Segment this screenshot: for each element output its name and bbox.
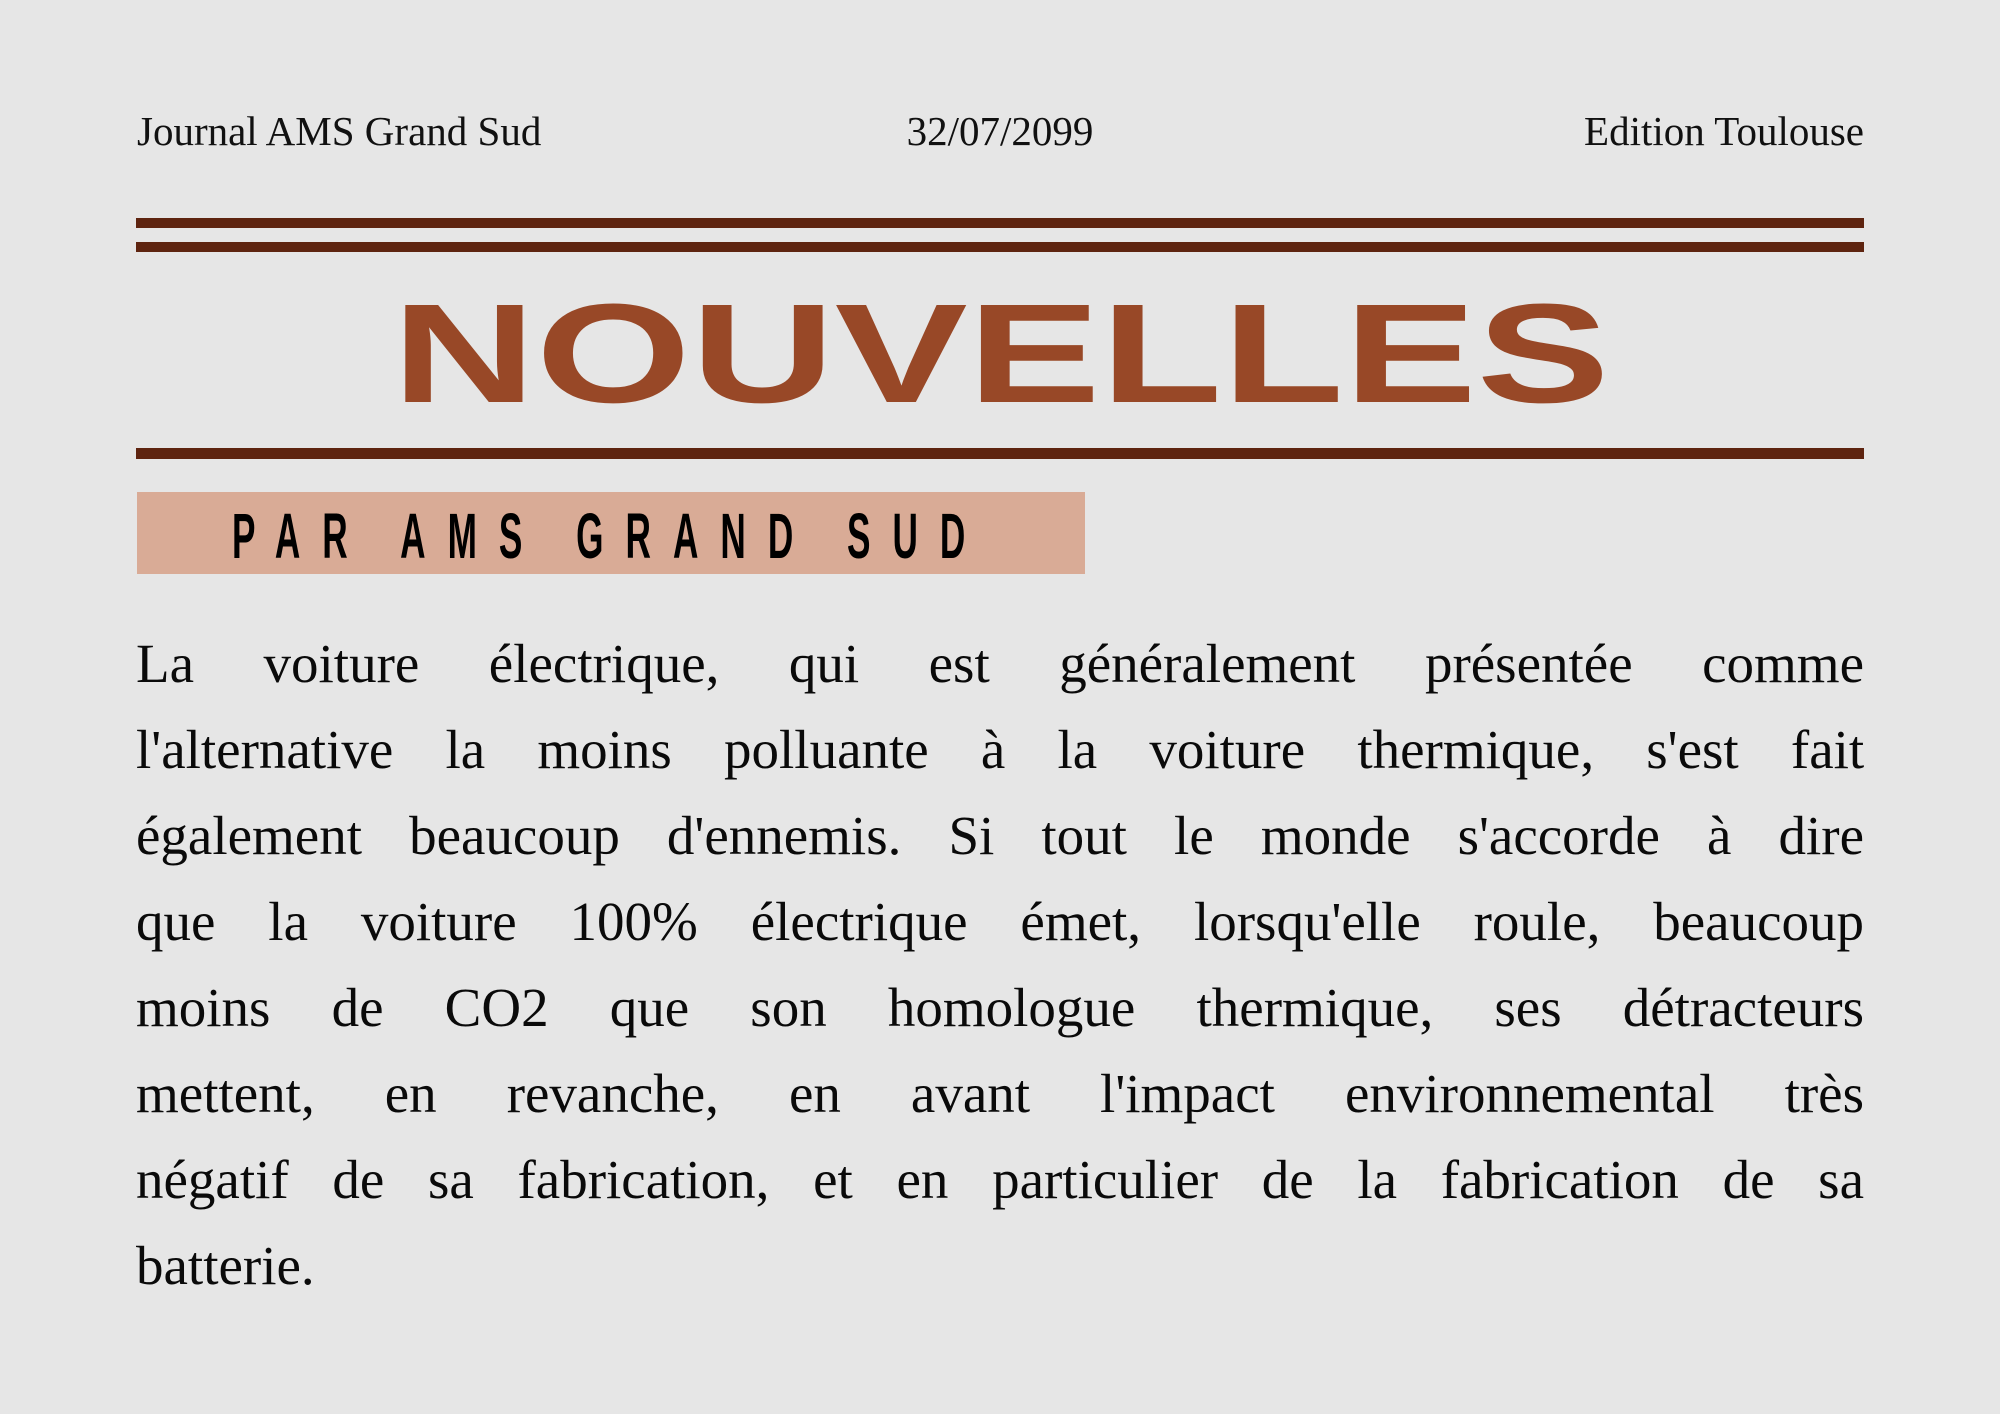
article-line: La voiture électrique, qui est généralement présentée comme [136,633,1864,694]
article-line: l'alternative la moins polluante à la voiture thermique, s'est fait [136,719,1865,780]
top-rule-lower [136,242,1864,252]
headline-container [392,274,1610,432]
article-line: également beaucoup d'ennemis. Si tout le monde s'accorde à dire [136,805,1864,866]
publication-name: Journal AMS Grand Sud [137,108,542,154]
article-line: moins de CO2 que son homologue thermique, ses détracteurs [136,977,1864,1038]
article-line: négatif de sa fabrication, et en particulier de la fabrication de sa [136,1149,1864,1210]
article-body [136,621,1864,1309]
publication-date: 32/07/2099 [906,108,1094,154]
article-line: que la voiture 100% électrique émet, lorsqu'elle roule, beaucoup [136,891,1864,952]
headline: NOUVELLES [392,274,1610,432]
top-rule-upper [136,218,1864,228]
headline-bottom-rule [136,448,1864,459]
byline: PAR AMS GRAND SUD [232,500,988,572]
article-line: mettent, en revanche, en avant l'impact environnemental très [136,1063,1864,1124]
article-line-last: batterie. [136,1235,315,1296]
edition-name: Edition Toulouse [1584,108,1864,154]
